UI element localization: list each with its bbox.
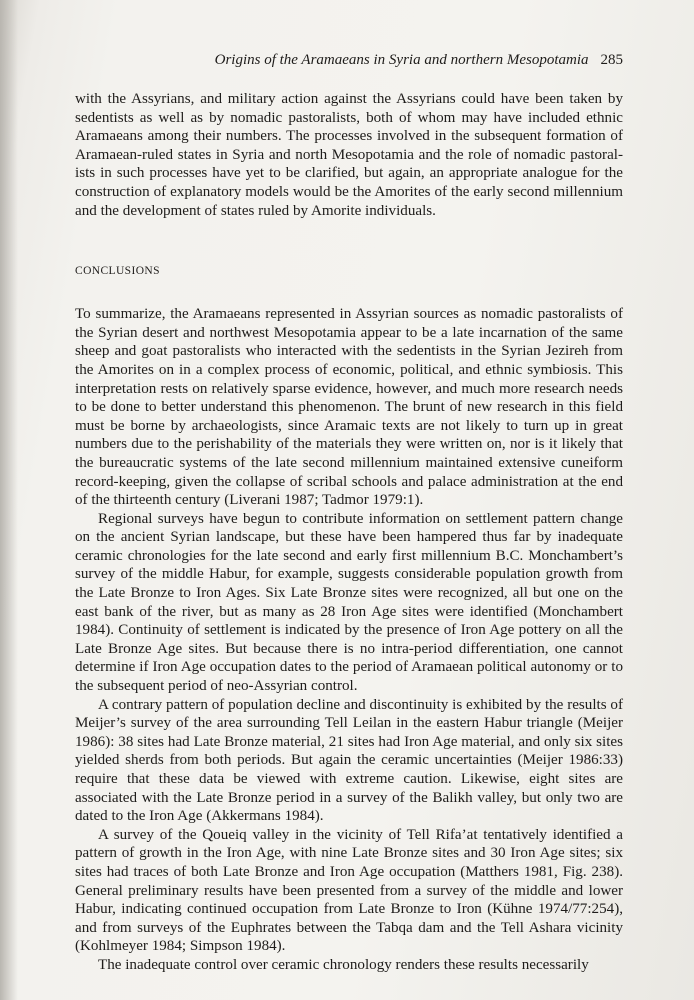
page-number: 285	[600, 52, 623, 68]
paragraph-summary: To summarize, the Aramaeans represented in Assyrian sources as nomadic pastoralists of the Syrian desert and northwest Mesopotamia appear to be a late incarnation of the same sheep and goat pastoralists who interacted with the sedentists in the Syrian Jezireh from the Amorites on in a complex process of economic, political, and ethnic symbiosis. This interpretation rests on relatively sparse evidence, however, and much more research needs to be done to better understand this phenomenon. The brunt of new research in this field must be borne by archaeologists, since Aramaic texts are not likely to turn up in great numbers due to the perishability of the materials they were written on, nor is it likely that the bureaucratic systems of the late second millennium maintained extensive cuneiform record-keeping, given the collapse of scribal schools and palace administration at the end of the thirteenth century (Liverani 1987; Tadmor 1979:1).	[75, 306, 623, 509]
running-head	[75, 50, 623, 70]
section-heading-conclusions: CONCLUSIONS	[75, 265, 160, 278]
scan-shadow-edge	[0, 0, 18, 1000]
running-head-title: Origins of the Aramaeans in Syria and northern Mesopotamia	[214, 52, 589, 68]
paragraph-qoueiq-survey: A survey of the Qoueiq valley in the vicinity of Tell Rifa’at tentatively identified a pattern of growth in the Iron Age, with nine Late Bronze sites and 30 Iron Age sites; six sites had traces of both Late Bronze and Iron Age occupation (Matthers 1981, Fig. 238). General preliminary results have been presented from a survey of the middle and lower Habur, indicating continued occupation from Late Bronze to Iron (Kühne 1974/77:254), and from surveys of the Euphrates between the Tabqa dam and the Tell Ashara vicinity (Kohlmeyer 1984; Simpson 1984).	[75, 826, 623, 955]
paragraph-regional-surveys: Regional surveys have begun to contribute information on settlement pattern change on the ancient Syrian landscape, but these have been hampered thus far by inadequate ceramic chronologies for the late second and early first millennium B.C. Monchambert’s survey of the middle Habur, for example, suggests considerable population growth from the Late Bronze to Iron Ages. Six Late Bronze sites were recognized, all but one on the east bank of the river, but as many as 28 Iron Age sites were identified (Monchambert 1984). Continuity of settlement is indicated by the presence of Iron Age pottery on all the Late Bronze Age sites. But because there is no intra-period differentiation, one cannot determine if Iron Age occupation dates to the period of Aramaean political autonomy or to the subsequent period of neo-Assyrian control.	[75, 510, 623, 695]
book-page	[75, 50, 623, 975]
paragraph-ceramic-chronology: The inadequate control over ceramic chronology renders these results necessarily	[98, 956, 589, 973]
paragraph-population-decline: A contrary pattern of population decline and discontinuity is exhibited by the results of Meijer’s survey of the area surrounding Tell Leilan in the eastern Habur triangle (Meijer 1986): 38 sites had Late Bronze material, 21 sites had Iron Age material, and only six sites yielded sherds from both periods. But again the ceramic uncertainties (Meijer 1986:33) require that these data be viewed with extreme caution. Likewise, eight sites are associated with the Late Bronze period in a survey of the Balikh valley, but only two are dated to the Iron Age (Akkermans 1984).	[75, 696, 623, 825]
paragraph-continued: with the Assyrians, and military action against the Assyrians could have been taken by sedentists as well as by nomadic pastoralists, both of whom may have included ethnic Aramaeans among their numbers. The processes involved in the subsequent formation of Aramaean-ruled states in Syria and north Mesopotamia and the role of nomadic pastoralists in such processes have yet to be clarified, but again, an appropriate analogue for the construction of explanatory models would be the Amorites of the early second millennium and the development of states ruled by Amorite individuals.	[75, 91, 623, 219]
